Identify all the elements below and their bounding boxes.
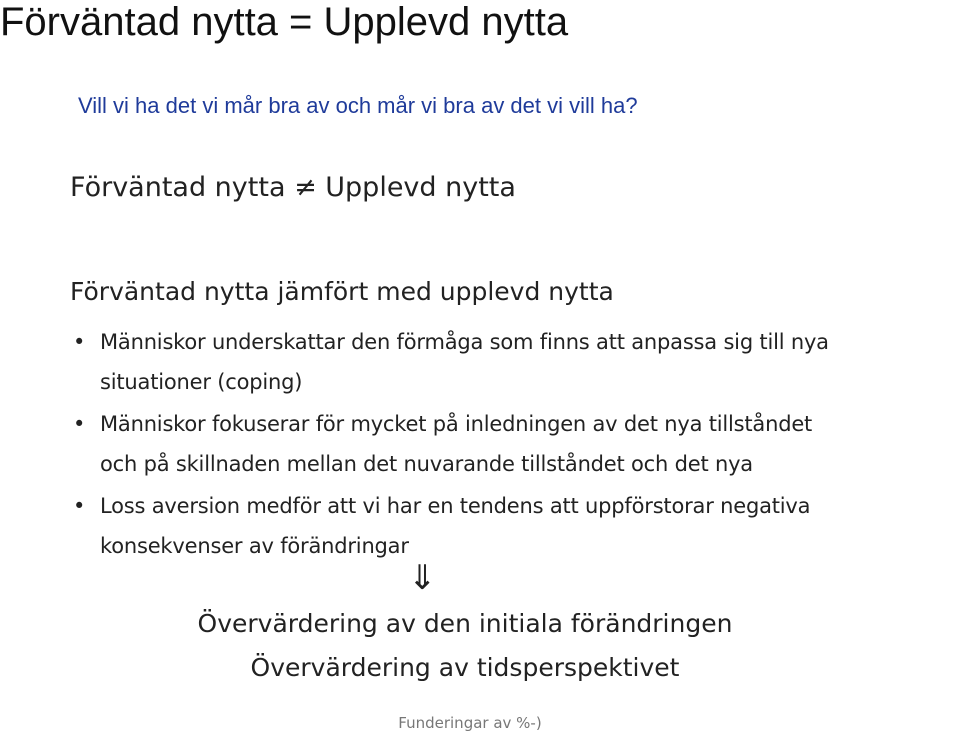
bullet-list xyxy=(70,322,960,568)
section-heading: Förväntad nytta jämfört med upplevd nytta xyxy=(70,277,614,306)
bullet-item-coping xyxy=(70,322,960,402)
slide-footer: Funderingar av %-) xyxy=(398,714,542,732)
slide-subtitle: Vill vi ha det vi mår bra av och mår vi bra av det vi vill ha? xyxy=(78,93,638,118)
conclusion-initial-change: Övervärdering av den initiala förändringen xyxy=(197,609,733,638)
bullet-text-line: situationer (coping) xyxy=(100,370,303,394)
bullet-text-line: Människor fokuserar för mycket på inledningen av det nya tillståndet xyxy=(100,412,813,436)
bullet-text-line: Människor underskattar den förmåga som finns att anpassa sig till nya xyxy=(100,330,829,354)
bullet-text-line: Loss aversion medför att vi har en tendens att uppförstorar negativa xyxy=(100,494,811,518)
bullet-text-line: konsekvenser av förändringar xyxy=(100,534,409,558)
slide-title: Förväntad nytta = Upplevd nytta xyxy=(0,0,569,44)
bullet-icon: • xyxy=(73,330,86,354)
bullet-icon: • xyxy=(73,412,86,436)
conclusion-time-perspective: Övervärdering av tidsperspektivet xyxy=(250,653,680,682)
not-equal-statement: Förväntad nytta ≠ Upplevd nytta xyxy=(70,172,516,203)
bullet-icon: • xyxy=(73,494,86,518)
bullet-item-loss-aversion xyxy=(70,486,960,566)
bullet-text-line: och på skillnaden mellan det nuvarande tillståndet och det nya xyxy=(100,452,753,476)
bullet-item-focus xyxy=(70,404,960,484)
double-down-arrow-icon: ⇓ xyxy=(408,558,437,598)
